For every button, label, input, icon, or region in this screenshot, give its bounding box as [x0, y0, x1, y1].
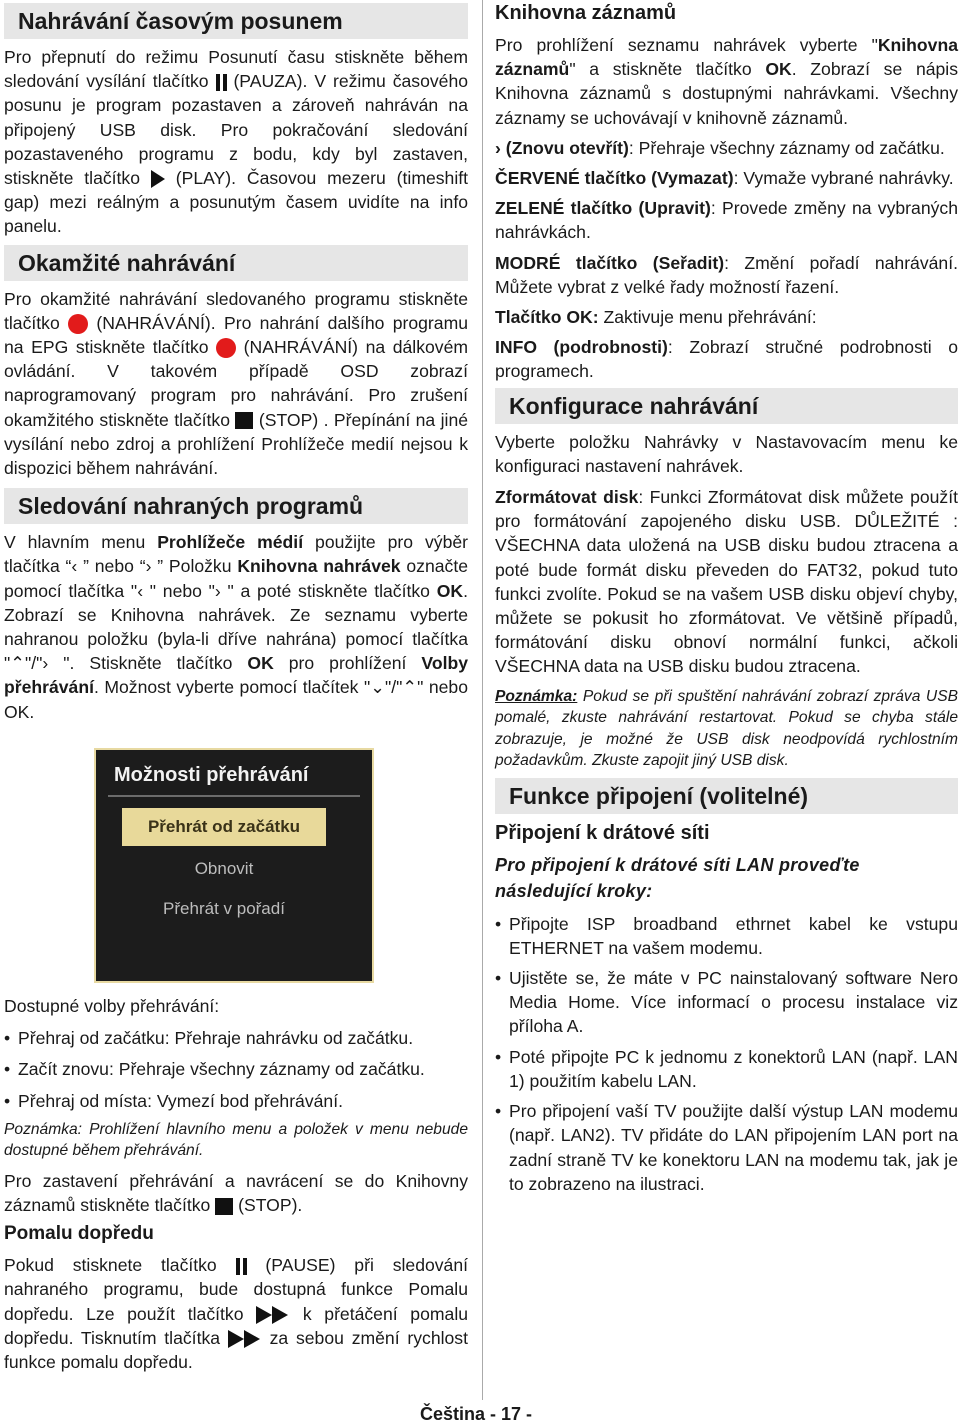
text-run: V hlavním menu — [4, 532, 158, 553]
options-list — [4, 1026, 468, 1113]
play-icon — [151, 170, 165, 188]
info-paragraph: INFO (podrobnosti): Zobrazí stručné podrobnosti o programech. — [495, 337, 958, 382]
format-paragraph: Zformátovat disk: Funkci Zformátovat disk můžete použít pro formátování zapojeného disku USB. DŮLEŽITÉ : VŠECHNA data uložená na USB disku budou ztracena a poté bude formát disku převeden do FAT32, pokud tuto funkci zvolíte. Pokud se na vašem USB disku objeví chyby, můžete se pokusit ho zformátovat. Ve většině případů, formátování disku obnoví normální funkci, ačkoli VŠECHNA data na USB disku budou ztracena. — [495, 487, 958, 677]
list-item: • Začít znovu: Přehraje všechny záznamy od začátku. — [4, 1057, 468, 1081]
pause-icon — [216, 74, 227, 91]
steps-list — [495, 912, 958, 1196]
list-item: • Poté připojte PC k jednomu z konektorů LAN (např. LAN 1) použitím kabelu LAN. — [495, 1045, 958, 1093]
subheading-wired: Připojení k drátové síti — [495, 821, 710, 844]
text-run: ⌃ — [10, 653, 25, 674]
ok-button-paragraph: Tlačítko OK: Zaktivuje menu přehrávání: — [495, 307, 817, 328]
text-run: Prohlížeče médií — [157, 532, 304, 553]
instant-paragraph: Pro okamžité nahrávání sledovaného programu stiskněte tlačítko (NAHRÁVÁNÍ). Pro nahrání dalšího programu na EPG stiskněte tlačítko (NAHRÁVÁNÍ) na dálkovém ovládání. V takovém případě OSD zobrazí naprogramovaný program pro nahrávání. Pro zrušení okamžitého stiskněte tlačítko (STOP) . Přepínání na jiné vysílání nebo zdroj a prohlížení Prohlížeče medií nejsou k dispozici během nahrávání. — [4, 288, 469, 479]
text-run: pro prohlížení — [273, 653, 422, 674]
text-run: Knihovna záznamů — [495, 35, 958, 80]
osd-title: Možnosti přehrávání — [114, 764, 309, 786]
text-run: ". Stiskněte tlačítko — [48, 653, 248, 674]
text-run: OK — [765, 59, 792, 80]
note-browse: Poznámka: Prohlížení hlavního menu a položek v menu nebude dostupné během přehrávání. — [4, 1120, 468, 1160]
text-run: . Zobrazí se Knihovna nahrávek. Ze seznamu vyberte nahranou položku (byla-li dříve nahrána) pomocí tlačítka " — [4, 580, 468, 674]
fast-forward-icon — [256, 1306, 290, 1324]
left-column — [4, 0, 468, 724]
heading-timeshift: Nahrávání časovým posunem — [4, 3, 468, 39]
text-run: ⌃ — [402, 677, 418, 698]
osd-divider — [108, 795, 360, 797]
pause-icon — [236, 1258, 247, 1275]
text-run: OK — [247, 653, 274, 674]
osd-item-play-from-start[interactable]: Přehrát od začátku — [122, 808, 326, 846]
record-icon — [68, 314, 88, 334]
library-paragraph — [495, 33, 958, 130]
text-run: " nebo OK. — [4, 677, 468, 722]
text-run: Volby přehrávání — [4, 653, 469, 698]
usb-note: Poznámka: Pokud se při spuštění nahrávání zobrazí zpráva USB pomalé, zkuste nahrávání restartovat. Pokud se chyba stále zobrazuje, je možné že USB disk neodpovídá rychlostním požadavkům. Zkuste zapojit jiný USB disk. — [495, 687, 958, 770]
heading-watch-recorded: Sledování nahraných programů — [4, 488, 468, 524]
playback-options-osd — [94, 748, 374, 983]
text-run: " a stiskněte tlačítko — [569, 59, 766, 80]
text-run: ” Položku — [151, 556, 238, 577]
text-run: ‹ — [71, 556, 78, 577]
list-item: • Pro připojení vaší TV použijte další výstup LAN modemu (např. LAN2). TV přidáte do LAN připojením LAN port na zadní straně TV ke konektoru LAN na modemu tak, jak je to zobrazeno na ilustraci. — [495, 1099, 958, 1196]
text-run: "/" — [25, 653, 43, 674]
heading-instant-recording: Okamžité nahrávání — [4, 245, 468, 281]
text-run: Pro prohlížení seznamu nahrávek vyberte " — [495, 35, 878, 55]
text-run: "/" — [384, 677, 403, 698]
list-item: • Přehraj od místa: Vymezí bod přehrávání. — [4, 1089, 468, 1113]
red-button-paragraph: ČERVENÉ tlačítko (Vymazat): Vymaže vybrané nahrávky. — [495, 168, 954, 189]
heading-connectivity: Funkce připojení (volitelné) — [495, 778, 958, 814]
config-paragraph: Vyberte položku Nahrávky v Nastavovacím menu ke konfiguraci nastavení nahrávek. — [495, 431, 958, 476]
text-run: označte pomocí tlačítka " — [4, 556, 468, 601]
text-run: ⌄ — [370, 677, 385, 698]
blue-button-paragraph: MODRÉ tlačítko (Seřadit): Změní pořadí nahrávání. Můžete vybrat z velké řady možností řazení. — [495, 252, 958, 297]
text-run: ” nebo “ — [77, 556, 146, 577]
reopen-paragraph: › (Znovu otevřít): Přehraje všechny záznamy od začátku. — [495, 137, 945, 158]
list-item: • Ujistěte se, že máte v PC nainstalovaný software Nero Media Home. Více informací o procesu instalace viz příloha A. — [495, 966, 958, 1039]
subheading-steps: Pro připojení k drátové síti LAN proveďte následující kroky: — [495, 854, 860, 901]
list-item: • Přehraj od začátku: Přehraje nahrávku od začátku. — [4, 1026, 468, 1050]
osd-item-play-in-order[interactable]: Přehrát v pořadí — [163, 899, 285, 918]
page-footer: Čeština - 17 - — [420, 1404, 533, 1424]
text-run: ‹ — [137, 580, 144, 601]
options-intro: Dostupné volby přehrávání: — [4, 996, 220, 1016]
text-run: . Zobrazí se nápis Knihovna záznamů s dostupnými nahrávkami. Všechny záznamy se uchovávají v knihovně záznamů. — [495, 59, 959, 128]
right-column — [495, 0, 958, 1196]
timeshift-paragraph: Pro přepnutí do režimu Posunutí času stiskněte během sledování vysílání tlačítko (PAUZA). V režimu časového posunu je program pozastaven a zároveň nahráván na připojený USB disk. Pro pokračování sledování pozastaveného programu z bodu, kdy byl zastaven, stiskněte tlačítko (PLAY). Časovou mezeru (timeshift gap) mezi reálným a posunutým časem uvidíte na info panelu. — [4, 47, 469, 237]
text-run: " a poté stiskněte tlačítko — [220, 580, 437, 601]
record-icon — [216, 338, 236, 358]
list-item: • Připojte ISP broadband ethrnet kabel ke vstupu ETHERNET na vašem modemu. — [495, 912, 958, 960]
text-run: OK — [436, 580, 464, 601]
stop-icon — [235, 412, 253, 429]
text-run: . Možnost vyberte pomocí tlačítek " — [93, 677, 371, 698]
left-column-lower — [4, 994, 468, 1374]
subheading-slow-forward: Pomalu dopředu — [4, 1223, 154, 1245]
column-divider — [482, 0, 483, 1400]
text-run: Knihovna nahrávek — [237, 556, 401, 577]
heading-config: Konfigurace nahrávání — [495, 388, 958, 424]
fast-forward-icon — [228, 1330, 262, 1348]
text-run: použijte pro výběr tlačítka “ — [4, 532, 469, 577]
stop-icon — [215, 1198, 233, 1215]
green-button-paragraph: ZELENÉ tlačítko (Upravit): Provede změny na vybraných nahrávkách. — [495, 198, 958, 243]
watch-recorded-paragraph — [4, 530, 468, 724]
heading-library: Knihovna záznamů — [495, 2, 677, 24]
stop-paragraph: Pro zastavení přehrávání a navrácení se do Knihovny záznamů stiskněte tlačítko (STOP). — [4, 1170, 468, 1216]
slow-forward-paragraph: Pokud stisknete tlačítko (PAUSE) při sledování nahraného programu, bude dostupná funkce Pomalu dopředu. Lze použít tlačítko k přetáčení pomalu dopředu. Tisknutím tlačítka za sebou změní rychlost funkce pomalu dopředu. — [4, 1255, 469, 1373]
text-run: › — [42, 653, 49, 674]
text-run: " nebo " — [143, 580, 215, 601]
text-run: › — [214, 580, 221, 601]
text-run: › — [145, 556, 152, 577]
osd-item-resume[interactable]: Obnovit — [194, 859, 254, 878]
